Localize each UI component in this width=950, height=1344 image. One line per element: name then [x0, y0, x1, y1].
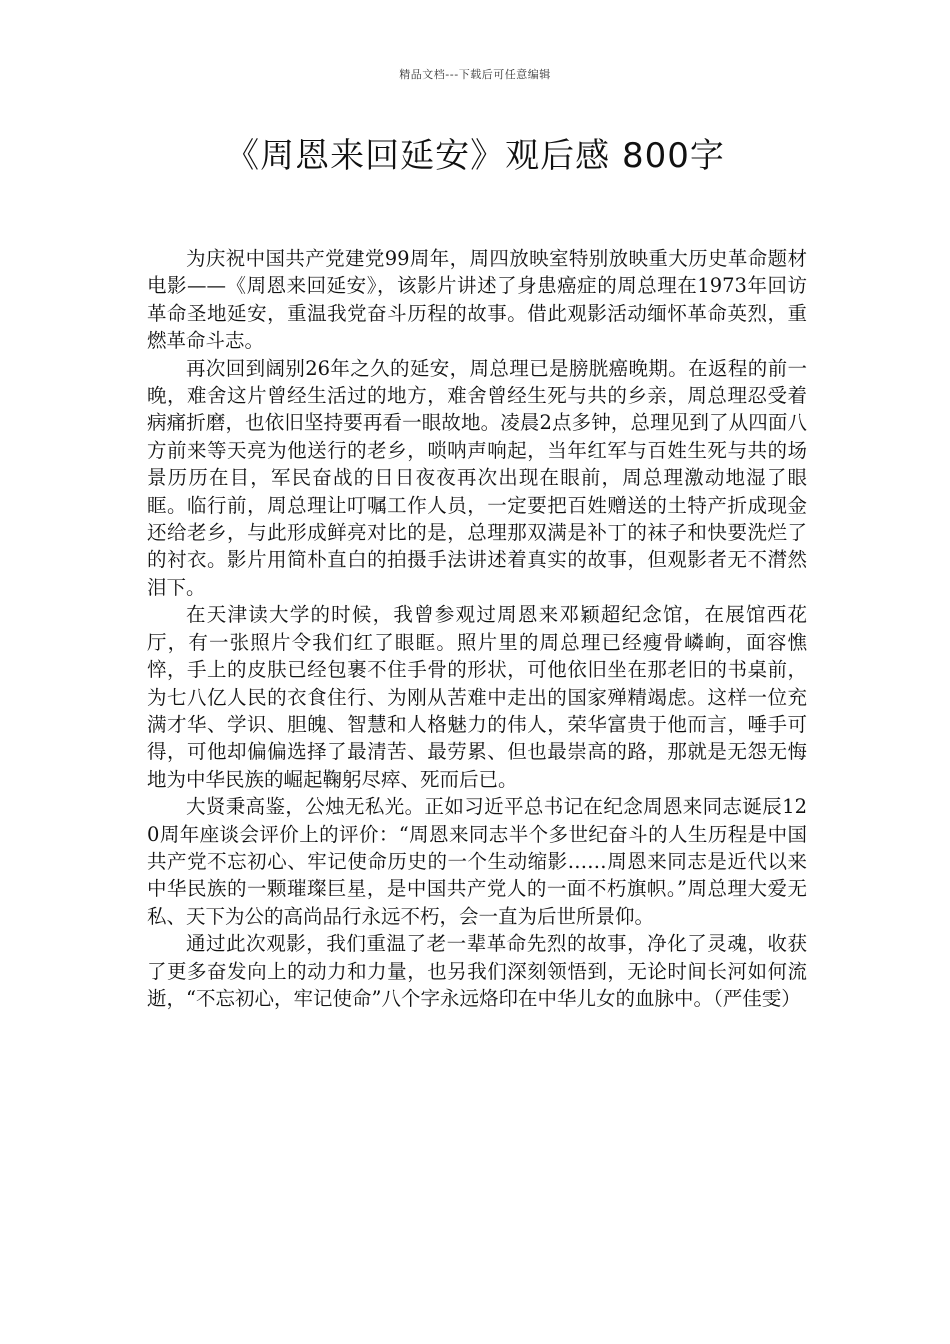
- paragraph-3: 在天津读大学的时候，我曾参观过周恩来邓颖超纪念馆，在展馆西花厅，有一张照片令我们红了眼眶。照片里的周总理已经瘦骨嶙峋，面容憔悴，手上的皮肤已经包裹不住手骨的形状，可他依旧坐在那老旧的书桌前，为七八亿人民的衣食住行、为刚从苦难中走出的国家殚精竭虑。这样一位充满才华、学识、胆魄、智慧和人格魅力的伟人，荣华富贵于他而言，唾手可得，可他却偏偏选择了最清苦、最劳累、但也最崇高的路，那就是无怨无悔地为中华民族的崛起鞠躬尽瘁、死而后已。: [147, 603, 807, 791]
- paragraph-4: 大贤秉高鉴，公烛无私光。正如习近平总书记在纪念周恩来同志诞辰120周年座谈会评价上的评价：“周恩来同志半个多世纪奋斗的人生历程是中国共产党不忘初心、牢记使命历史的一个生动缩影……周恩来同志是近代以来中华民族的一颗璀璨巨星，是中国共产党人的一面不朽旗帜。”周总理大爱无私、天下为公的高尚品行永远不朽，会一直为后世所景仰。: [147, 795, 807, 928]
- paragraph-2: 再次回到阔别26年之久的延安，周总理已是膀胱癌晚期。在返程的前一晚，难舍这片曾经生活过的地方，难舍曾经生死与共的乡亲，周总理忍受着病痛折磨，也依旧坚持要再看一眼故地。凌晨2点多钟，总理见到了从四面八方前来等天亮为他送行的老乡，唢呐声响起，当年红军与百姓生死与共的场景历历在目，军民奋战的日日夜夜再次出现在眼前，周总理激动地湿了眼眶。临行前，周总理让叮嘱工作人员，一定要把百姓赠送的土特产折成现金还给老乡，与此形成鲜亮对比的是，总理那双满是补丁的袜子和快要洗烂了的衬衣。影片用简朴直白的拍摄手法讲述着真实的故事，但观影者无不潸然泪下。: [147, 356, 807, 599]
- header-note: 精品文档---下载后可任意编辑: [399, 68, 551, 81]
- paragraph-1: 为庆祝中国共产党建党99周年，周四放映室特别放映重大历史革命题材电影——《周恩来回延安》，该影片讲述了身患癌症的周总理在1973年回访革命圣地延安，重温我党奋斗历程的故事。借此观影活动缅怀革命英烈，重燃革命斗志。: [147, 247, 807, 353]
- paragraph-5: 通过此次观影，我们重温了老一辈革命先烈的故事，净化了灵魂，收获了更多奋发向上的动力和力量，也另我们深刻领悟到，无论时间长河如何流逝，“不忘初心，牢记使命”八个字永远烙印在中华儿女的血脉中。（严佳雯）: [147, 932, 807, 1010]
- article-body: [147, 245, 807, 1012]
- page-title: 《周恩来回延安》观后感 800字: [225, 136, 725, 176]
